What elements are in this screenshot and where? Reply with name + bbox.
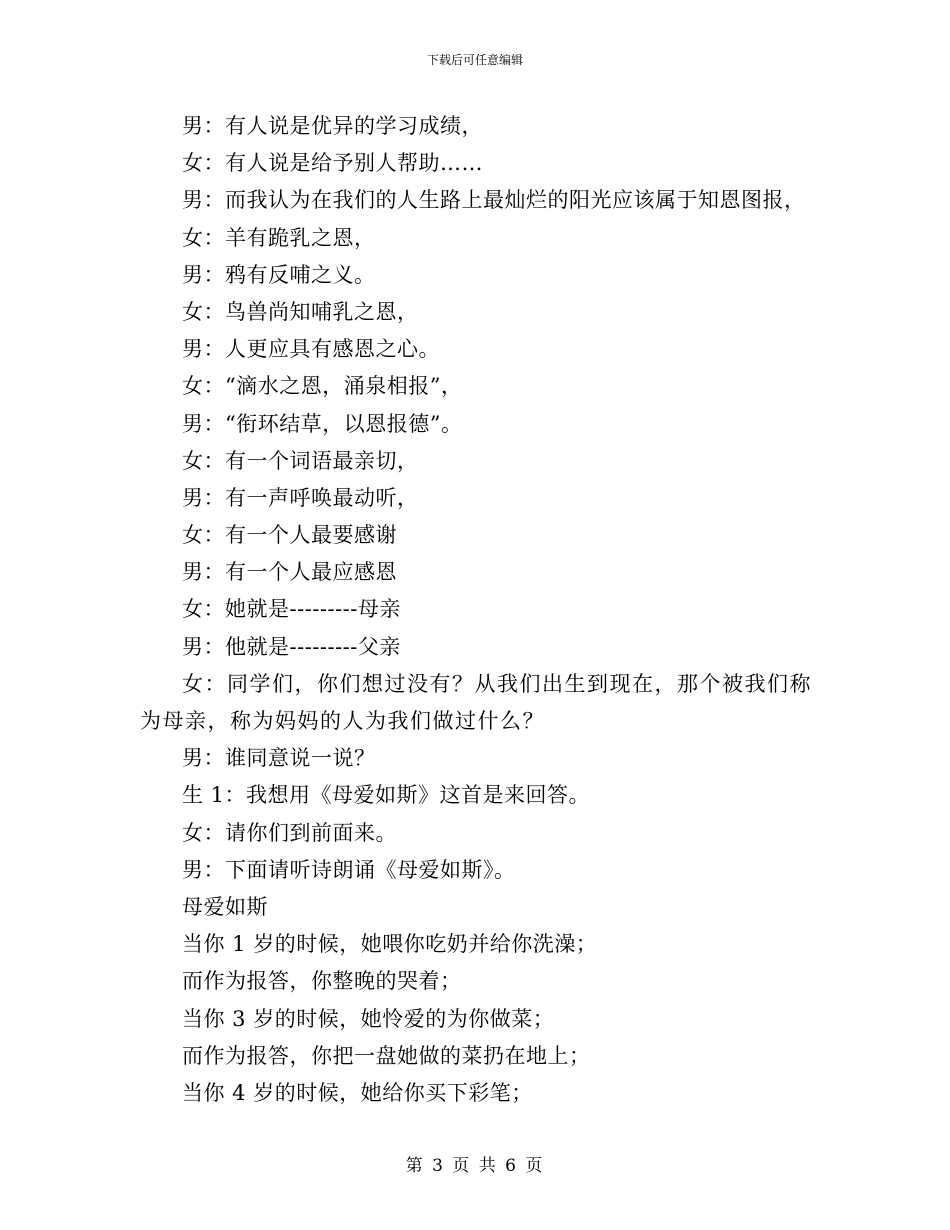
poem-title: 母爱如斯 (182, 894, 268, 919)
poem-line: 当你 4 岁的时候，她给你买下彩笔； (182, 1080, 533, 1105)
paragraph: 男：有人说是优异的学习成绩， (182, 114, 483, 138)
paragraph: 男：谁同意说一说？ (182, 746, 376, 771)
paragraph: 男：下面请听诗朗诵《母爱如斯》。 (182, 857, 516, 882)
paragraph: 男：有一声呼唤最动听， (182, 485, 419, 510)
paragraph: 女：鸟兽尚知哺乳之恩， (182, 299, 419, 324)
poem-line: 而作为报答，你把一盘她做的菜扔在地上； (182, 1043, 591, 1068)
paragraph: 男：人更应具有感恩之心。 (182, 337, 440, 362)
document-body (140, 108, 820, 1112)
paragraph: 女：同学们，你们想过没有？从我们出生到现在，那个被我们称为母亲，称为妈妈的人为我们做过什么？ (140, 671, 812, 734)
poem-line: 当你 1 岁的时候，她喂你吃奶并给你洗澡； (182, 932, 598, 957)
page-footer: 第 3 页 共 6 页 (405, 1156, 545, 1176)
paragraph: 男：鸦有反哺之义。 (182, 262, 376, 287)
poem-line: 而作为报答，你整晚的哭着； (182, 969, 462, 994)
paragraph: 生 1：我想用《母爱如斯》这首是来回答。 (182, 783, 591, 808)
paragraph: 女：她就是---------母亲 (182, 597, 401, 622)
paragraph: 女：有一个词语最亲切， (182, 448, 419, 473)
poem-line: 当你 3 岁的时候，她怜爱的为你做菜； (182, 1006, 555, 1031)
paragraph: 女：有一个人最要感谢 (182, 523, 397, 548)
paragraph: 女：羊有跪乳之恩， (182, 225, 376, 250)
page-header: 下载后可任意编辑 (426, 53, 523, 67)
paragraph: 男：“衔环结草，以恩报德”。 (182, 411, 463, 436)
paragraph: 女：“滴水之恩，涌泉相报”， (182, 374, 463, 399)
paragraph: 男：有一个人最应感恩 (182, 560, 397, 585)
paragraph: 男：他就是---------父亲 (182, 634, 401, 659)
paragraph: 女：有人说是给予别人帮助…… (182, 151, 483, 176)
paragraph: 男：而我认为在我们的人生路上最灿烂的阳光应该属于知恩图报， (182, 188, 806, 213)
paragraph: 女：请你们到前面来。 (182, 820, 397, 845)
